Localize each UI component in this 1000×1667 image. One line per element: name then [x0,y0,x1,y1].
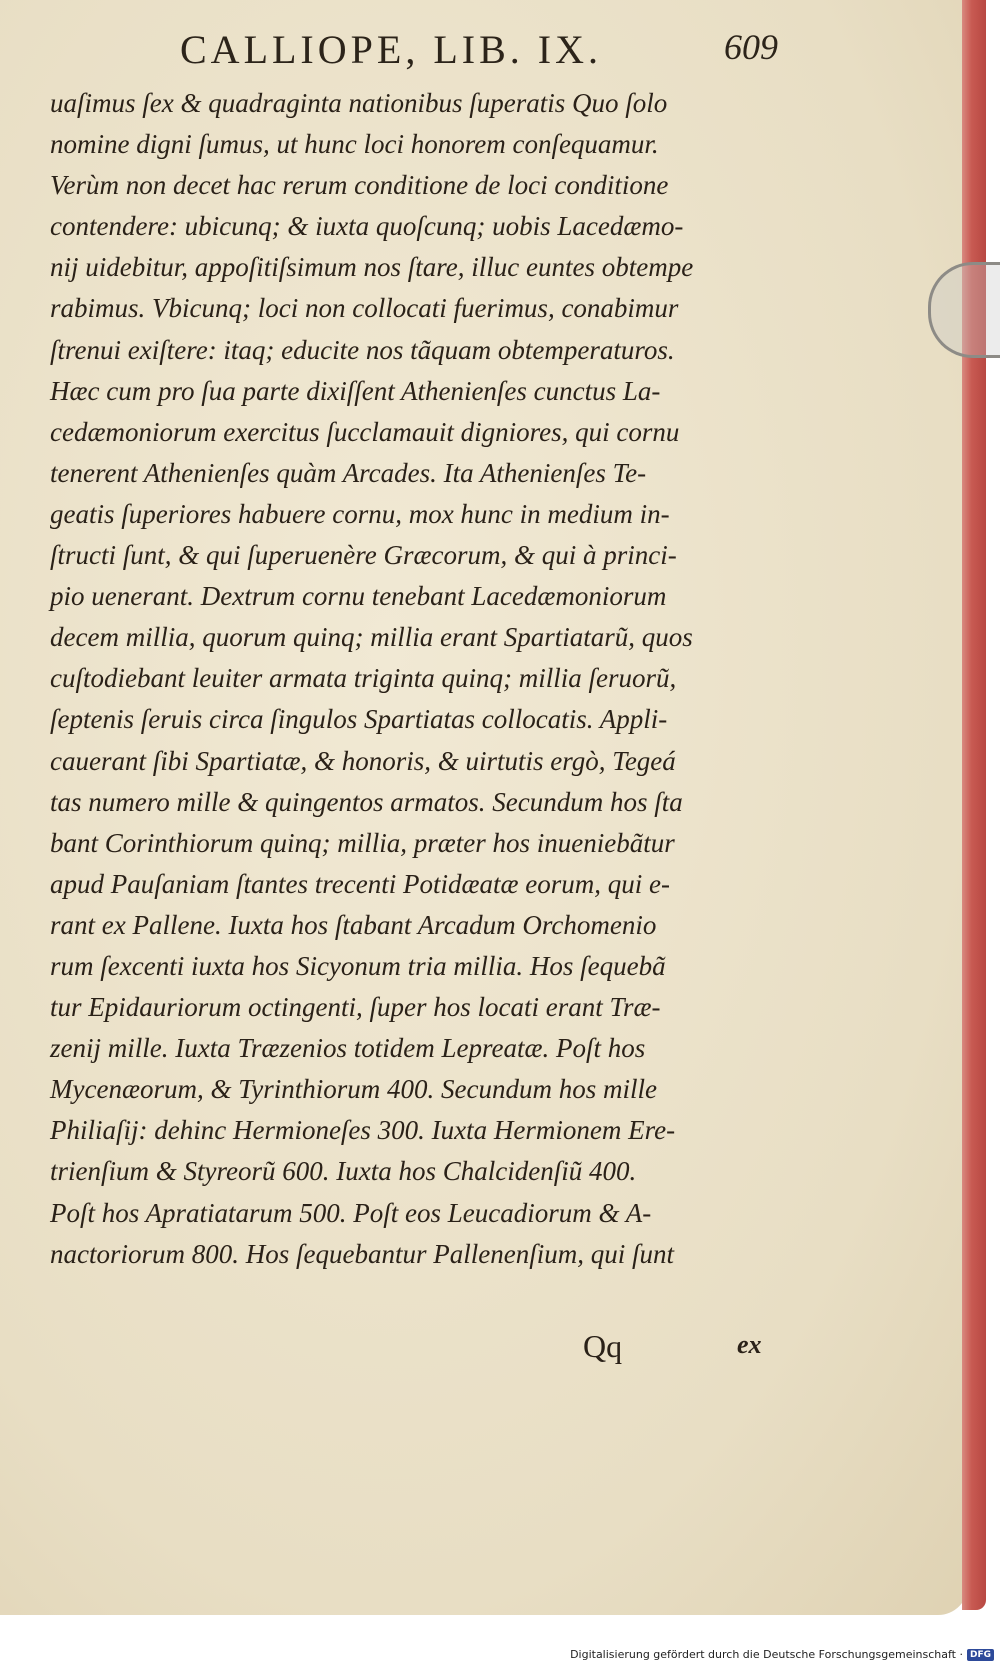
text-line: Poſt hos Apratiatarum 500. Poſt eos Leucadiorum & A- [50,1197,652,1228]
text-line: nactoriorum 800. Hos ſequebantur Pallenenſium, qui ſunt [50,1238,674,1269]
text-line: tenerent Athenienſes quàm Arcades. Ita Athenienſes Te- [50,457,647,488]
dfg-logo: DFG [967,1649,994,1661]
text-line: Mycenæorum, & Tyrinthiorum 400. Secundum hos mille [50,1074,657,1105]
text-line: rabimus. Vbicunq; loci non collocati fuerimus, conabimur [50,293,679,324]
page-number: 609 [724,27,778,67]
digitization-credit [570,1648,994,1661]
text-line: cauerant ſibi Spartiatæ, & honoris, & uirtutis ergò, Tegeá [50,745,676,776]
text-line: apud Pauſaniam ſtantes trecenti Potidæatæ eorum, qui e- [50,868,670,899]
text-line: nomine digni ſumus, ut hunc loci honorem conſequamur. [50,129,659,160]
text-line: rum ſexcenti iuxta hos Sicyonum tria millia. Hos ſequebã [50,950,666,981]
text-line: zenij mille. Iuxta Træzenios totidem Lepreatæ. Poſt hos [50,1033,646,1064]
red-page-edge [962,0,986,1610]
text-line: uaſimus ſex & quadraginta nationibus ſuperatis Quo ſolo [50,88,668,118]
text-line: tas numero mille & quingentos armatos. Secundum hos ſta [50,786,683,817]
text-line: nij uidebitur, appoſitiſsimum nos ſtare, illuc euntes obtempe [50,252,694,283]
signature-mark: Qq [583,1328,623,1364]
text-line: pio uenerant. Dextrum cornu tenebant Lacedæmoniorum [50,581,667,612]
text-line: cedæmoniorum exercitus ſucclamauit digniores, qui cornu [50,416,680,447]
text-line: Philiaſij: dehinc Hermioneſes 300. Iuxta Hermionem Ere- [50,1115,676,1146]
text-line: ſtrenui exiſtere: itaq; educite nos tãquam obtemperaturos. [50,334,675,365]
text-line: trienſium & Styreorũ 600. Iuxta hos Chalcidenſiũ 400. [50,1156,637,1187]
body-text [50,83,870,1275]
text-line: Hæc cum pro ſua parte dixiſſent Athenienſes cunctus La- [50,375,661,406]
text-line: decem millia, quorum quinq; millia erant Spartiatarũ, quos [50,622,693,653]
text-line: rant ex Pallene. Iuxta hos ſtabant Arcadum Orchomenio [50,909,657,940]
text-line: tur Epidauriorum octingenti, ſuper hos locati erant Træ- [50,992,661,1023]
text-line: contendere: ubicunq; & iuxta quoſcunq; uobis Lacedæmo- [50,211,684,242]
text-line: ſtructi ſunt, & qui ſuperuenère Græcorum, & qui à princi- [50,540,677,571]
text-line: Verùm non decet hac rerum conditione de loci conditione [50,170,669,201]
catchword: ex [737,1330,762,1359]
text-line: bant Corinthiorum quinq; millia, præter hos inueniebãtur [50,827,675,858]
text-line: geatis ſuperiores habuere cornu, mox hunc in medium in- [50,498,670,529]
text-line: ſeptenis ſeruis circa ſingulos Spartiatas collocatis. Appli- [50,704,668,735]
running-title: CALLIOPE, LIB. IX. [180,27,602,72]
text-line: cuſtodiebant leuiter armata triginta quinq; millia ſeruorũ, [50,663,677,694]
credit-text: Digitalisierung gefördert durch die Deutsche Forschungsgemeinschaft · [570,1648,963,1661]
